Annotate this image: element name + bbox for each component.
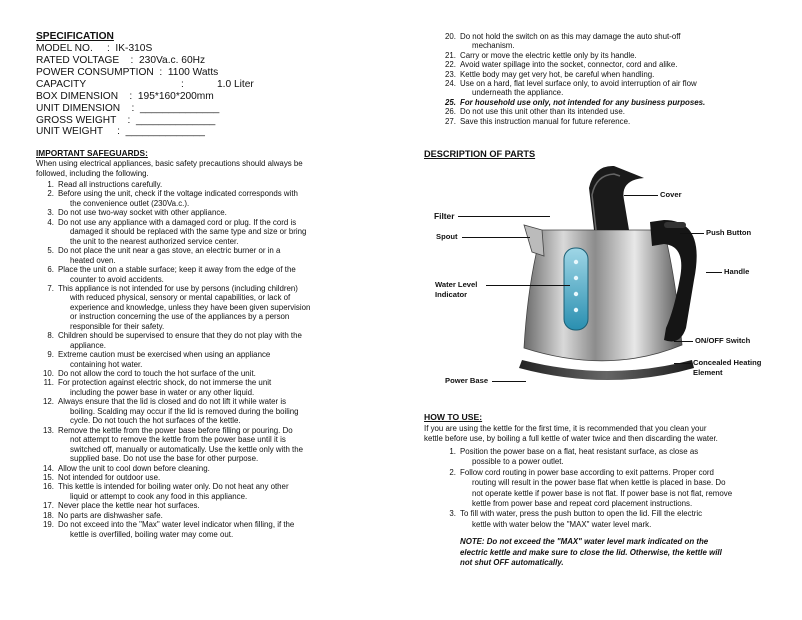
kettle-body: [524, 230, 682, 361]
list-item-text: possible to a power outlet.: [472, 457, 564, 467]
list-item-text: Do not hold the switch on as this may damage the auto shut-off: [460, 32, 681, 41]
list-item-text: Use on a hard, flat level surface only, to avoid interruption of air flow: [460, 79, 697, 88]
list-item-text: or instruction concerning the use of the appliances by a person: [70, 312, 290, 322]
list-item-text: liquid or attempt to cook any food in this appliance.: [70, 491, 248, 501]
list-item-text: Do not use any appliance with a damaged cord or plug. If the cord is: [58, 217, 297, 227]
label-water-level-1: Water Level: [435, 280, 478, 289]
list-item-text: Read all instructions carefully.: [58, 180, 163, 189]
list-item-text: cycle. Do not touch the hot surfaces of the kettle.: [70, 416, 241, 426]
spec-capacity-value: 1.0 Liter: [217, 79, 254, 90]
list-item-text: kettle from power base and repeat cord placement instructions.: [472, 499, 693, 508]
label-power-base: Power Base: [445, 376, 489, 385]
list-item-number: 4.: [47, 217, 54, 227]
list-item-number: 3.: [449, 509, 456, 519]
list-item-text: experience and knowledge, unless they have been given supervision: [70, 302, 311, 312]
label-heating-1: Concealed Heating: [693, 358, 762, 367]
spec-unit-weight: UNIT WEIGHT : ______________: [36, 126, 205, 137]
label-push-button: Push Button: [706, 228, 752, 237]
spec-capacity-label: CAPACITY: [36, 79, 87, 90]
list-item-number: 1.: [449, 447, 456, 456]
list-item-text: heated oven.: [70, 255, 116, 265]
list-item-text: Carry or move the electric kettle only by its handle.: [460, 50, 637, 60]
list-item-text: underneath the appliance.: [472, 88, 564, 98]
list-item-text: kettle with water below the "MAX" water level mark.: [472, 519, 652, 529]
list-item-number: 21.: [445, 50, 456, 60]
list-item-text: Remove the kettle from the power base before filling or pouring. Do: [58, 425, 293, 435]
list-item-number: 5.: [47, 246, 54, 256]
label-spout: Spout: [436, 232, 458, 241]
kettle-spout: [524, 225, 544, 256]
list-item-number: 26.: [445, 107, 456, 117]
list-item-text: not attempt to remove the kettle from the power base until it is: [70, 435, 286, 445]
spec-capacity-colon: :: [181, 79, 184, 90]
list-item-number: 24.: [445, 79, 456, 88]
list-item-number: 17.: [43, 501, 54, 511]
list-item-text: including the power base in water or any other liquid.: [70, 387, 255, 397]
list-item-text: Extreme caution must be exercised when using an appliance: [58, 350, 271, 360]
leader-power-base: [492, 381, 526, 382]
label-heating-2: Element: [693, 368, 723, 377]
list-item-text: This kettle is intended for boiling water only. Do not heat any other: [58, 482, 289, 492]
list-item-text: Kettle body may get very hot, be careful when handling.: [460, 69, 655, 79]
list-item-text: responsible for their safety.: [70, 321, 165, 331]
spec-unit-dim: UNIT DIMENSION : ______________: [36, 103, 220, 114]
list-item-text: Do not exceed into the "Max" water level indicator when filling, if the: [58, 520, 295, 530]
list-item-number: 23.: [445, 69, 456, 79]
list-item-number: 3.: [47, 208, 54, 218]
list-item-text: with reduced physical, sensory or mental capabilities, or lack of: [70, 293, 291, 303]
list-item-text: No parts are dishwasher safe.: [58, 510, 163, 520]
list-item-number: 12.: [43, 397, 54, 407]
label-handle: Handle: [724, 267, 750, 276]
leader-water-level: [486, 285, 570, 286]
leader-handle: [706, 272, 722, 273]
list-item-text: Do not use two-way socket with other appliance.: [58, 208, 227, 218]
leader-onoff: [674, 341, 693, 342]
list-item-text: appliance.: [70, 340, 106, 350]
note-line: not shut OFF automatically.: [460, 558, 564, 568]
list-item-text: For protection against electric shock, do not immerse the unit: [58, 378, 272, 388]
list-item-number: 11.: [43, 378, 54, 388]
list-item-text: Allow the unit to cool down before cleaning.: [58, 463, 210, 473]
list-item-text: Do not allow the cord to touch the hot surface of the unit.: [58, 369, 256, 378]
list-item-number: 2.: [449, 467, 456, 477]
list-item-text: Children should be supervised to ensure that they do not play with the: [58, 331, 302, 341]
list-item-number: 10.: [43, 369, 54, 378]
list-item-text: Save this instruction manual for future reference.: [460, 116, 631, 126]
list-item-number: 7.: [47, 283, 54, 293]
parts-title: DESCRIPTION OF PARTS: [424, 149, 536, 159]
leader-heating: [674, 363, 691, 364]
list-item-number: 2.: [47, 189, 54, 199]
list-item-text: damaged it should be replaced with the same type and size or bring: [70, 227, 307, 237]
label-filter: Filter: [434, 211, 455, 221]
list-item-text: This appliance is not intended for use by persons (including children): [58, 283, 298, 293]
list-item-text: routing will result in the power base flat when kettle is placed in base. Do: [472, 478, 726, 488]
spec-power: POWER CONSUMPTION : 1100 Watts: [36, 67, 219, 78]
list-item-text: containing hot water.: [70, 359, 143, 369]
safeguards-intro-1: When using electrical appliances, basic safety precautions should always be: [36, 159, 303, 168]
list-item-text: Before using the unit, check if the voltage indicated corresponds with: [58, 189, 298, 199]
list-item-text: Position the power base on a flat, heat resistant surface, as close as: [460, 447, 699, 456]
note-line: electric kettle and make sure to close the lid. Otherwise, the kettle will: [460, 547, 722, 557]
list-item-number: 15.: [43, 472, 54, 482]
howto-title: HOW TO USE:: [424, 412, 483, 422]
spec-box: BOX DIMENSION : 195*160*200mm: [36, 91, 214, 102]
list-item-number: 27.: [445, 116, 456, 126]
howto-intro-2: kettle before use, by boiling a full kettle of water twice and then discarding the water.: [424, 434, 718, 443]
leader-filter: [458, 216, 550, 217]
list-item-number: 19.: [43, 520, 54, 530]
list-item-text: Place the unit on a stable surface; keep it away from the edge of the: [58, 265, 296, 275]
list-item-number: 13.: [43, 425, 54, 435]
list-item-text: Follow cord routing in power base according to exit patterns. Proper cord: [460, 467, 714, 477]
safeguards-title: IMPORTANT SAFEGUARDS:: [36, 148, 148, 158]
list-item-text: To fill with water, press the push button to open the lid. Fill the electric: [460, 509, 703, 519]
list-item-number: 14.: [43, 463, 54, 473]
specification-title: SPECIFICATION: [36, 31, 114, 42]
left-column: [36, 0, 356, 620]
list-item-text: Do not use this unit other than its intended use.: [460, 107, 625, 117]
list-item-text: switched off, manually or automatically. Use the kettle only with the: [70, 444, 304, 454]
list-item-number: 20.: [445, 32, 456, 41]
list-item-text: For household use only, not intended for any business purposes.: [460, 97, 706, 107]
label-onoff: ON/OFF Switch: [695, 336, 751, 345]
list-item-number: 22.: [445, 60, 456, 70]
list-item-number: 16.: [43, 482, 54, 492]
note-line: NOTE: Do not exceed the "MAX" water level mark indicated on the: [460, 537, 709, 546]
list-item-number: 6.: [47, 265, 54, 275]
spec-voltage: RATED VOLTAGE : 230Va.c. 60Hz: [36, 55, 206, 66]
list-item-text: mechanism.: [472, 41, 515, 51]
list-item-number: 18.: [43, 510, 54, 520]
spec-gross: GROSS WEIGHT : ______________: [36, 115, 216, 126]
list-item-number: 1.: [47, 180, 54, 189]
list-item-text: counter to avoid accidents.: [70, 274, 164, 284]
leader-spout: [462, 237, 530, 238]
list-item-text: Not intended for outdoor use.: [58, 472, 161, 482]
list-item-text: supplied base. Do not use the base for other purpose.: [70, 454, 259, 464]
list-item-text: boiling. Scalding may occur if the lid is removed during the boiling: [70, 406, 299, 416]
leader-push-button: [680, 233, 704, 234]
list-item-text: Always ensure that the lid is closed and do not lift it while water is: [58, 397, 287, 407]
label-water-level-2: Indicator: [435, 290, 468, 299]
howto-intro-1: If you are using the kettle for the first time, it is recommended that you clean your: [424, 424, 707, 433]
list-item-number: 8.: [47, 331, 54, 341]
spec-model: MODEL NO. : IK-310S: [36, 43, 153, 54]
list-item-text: not operate kettle if power base is not flat. If power base is not flat, remove: [472, 488, 733, 498]
list-item-number: 25.: [445, 97, 456, 107]
leader-cover: [624, 195, 658, 196]
list-item-text: the convenience outlet (230Va.c.).: [70, 198, 190, 208]
list-item-number: 9.: [47, 350, 54, 360]
right-column: [424, 0, 769, 620]
power-base: [519, 360, 694, 380]
list-item-text: Avoid water spillage into the socket, connector, cord and alike.: [460, 60, 678, 70]
list-item-text: Never place the kettle near hot surfaces.: [58, 501, 200, 511]
list-item-text: kettle is overfilled, boiling water may come out.: [70, 529, 234, 539]
safeguards-intro-2: followed, including the following.: [36, 169, 149, 178]
list-item-text: the unit to the nearest authorized service center.: [70, 236, 239, 246]
list-item-text: Do not place the unit near a gas stove, an electric burner or in a: [58, 246, 281, 256]
label-cover: Cover: [660, 190, 682, 199]
